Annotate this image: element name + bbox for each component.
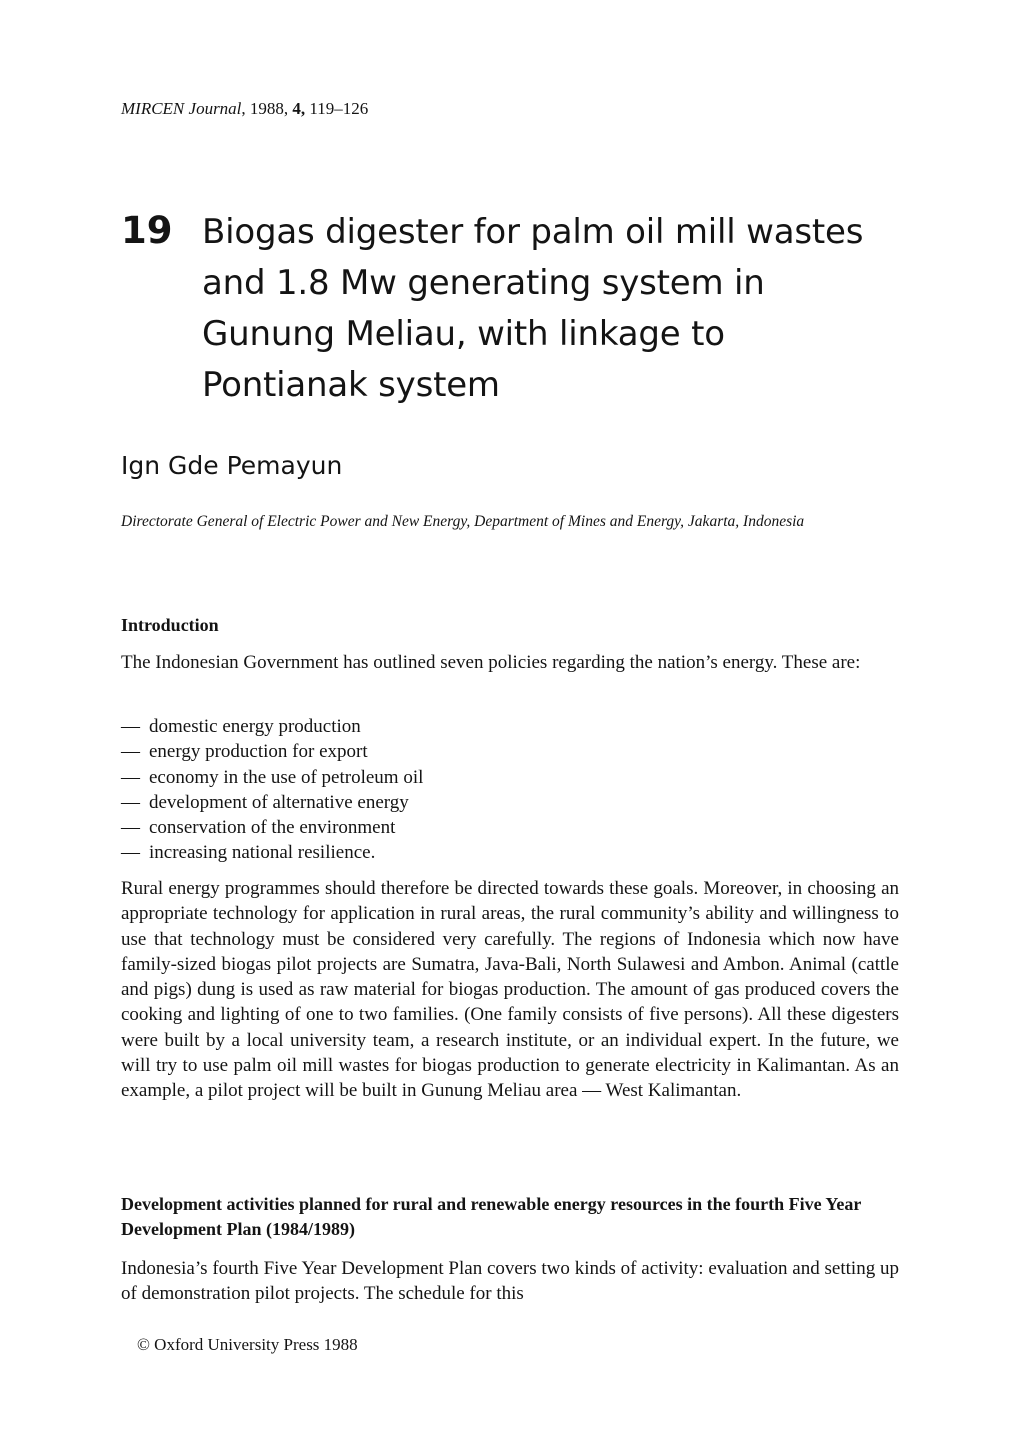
list-item (121, 739, 899, 764)
title-line: Pontianak system (202, 365, 500, 405)
list-item (121, 815, 899, 840)
dash-bullet: — (121, 741, 140, 763)
journal-name: MIRCEN Journal (121, 99, 242, 118)
list-item (121, 840, 899, 865)
journal-year: 1988, (249, 99, 289, 118)
policy-text: domestic energy production (149, 716, 361, 737)
development-paragraph: Indonesia’s fourth Five Year Development Plan covers two kinds of activity: evaluation and setting up of demonstration pilot projects. The schedule for this (121, 1258, 899, 1305)
journal-pages: 119–126 (309, 99, 369, 118)
policy-text: energy production for export (149, 741, 368, 763)
introduction-heading: Introduction (121, 615, 219, 635)
dash-bullet: — (121, 791, 140, 813)
title-line: Biogas digester for palm oil mill wastes (202, 212, 864, 252)
title-line: Gunung Meliau, with linkage to (202, 314, 725, 354)
policy-text: development of alternative energy (149, 791, 409, 813)
development-heading: Development activities planned for rural and renewable energy resources in the fourth Five Year Development Plan (1984/1989) (121, 1194, 862, 1239)
chapter-title (202, 207, 922, 411)
dash-bullet: — (121, 766, 140, 788)
policy-text: economy in the use of petroleum oil (149, 766, 424, 788)
title-line: and 1.8 Mw generating system in (202, 263, 765, 303)
journal-citation: MIRCEN Journal, 1988, 4, 119–126 (121, 99, 369, 118)
dash-bullet: — (121, 817, 140, 839)
list-item (121, 790, 899, 815)
list-item (121, 765, 899, 790)
author-name: Ign Gde Pemayun (121, 451, 343, 480)
journal-volume: 4, (292, 99, 306, 118)
policy-text: increasing national resilience. (149, 842, 376, 864)
rural-energy-paragraph: Rural energy programmes should therefore be directed towards these goals. Moreover, in choosing an appropriate technology for application in rural areas, the rural community’s ability and willingness to use that technology must be considered very carefully. The regions of Indonesia which now have family-sized biogas pilot projects are Sumatra, Java-Bali, North Sulawesi and Ambon. Animal (cattle and pigs) dung is used as raw material for biogas production. The amount of gas produced covers the cooking and lighting of one to two families. (One family consists of five persons). All these digesters were built by a local university team, a research institute, or an individual expert. In the future, we will try to use palm oil mill wastes for biogas production to generate electricity in Kalimantan. As an example, a pilot project will be built in Gunung Meliau area — West Kalimantan. (121, 878, 899, 1102)
copyright-notice: © Oxford University Press 1988 (137, 1335, 358, 1354)
policy-text: conservation of the environment (149, 817, 396, 839)
policy-list (121, 714, 899, 866)
dash-bullet: — (121, 842, 140, 864)
author-affiliation: Directorate General of Electric Power and New Energy, Department of Mines and Energy, Jakarta, Indonesia (121, 513, 805, 530)
list-item (121, 714, 899, 739)
introduction-paragraph: The Indonesian Government has outlined seven policies regarding the nation’s energy. These are: (121, 652, 861, 673)
dash-bullet: — (121, 716, 140, 737)
chapter-number: 19 (121, 209, 173, 252)
